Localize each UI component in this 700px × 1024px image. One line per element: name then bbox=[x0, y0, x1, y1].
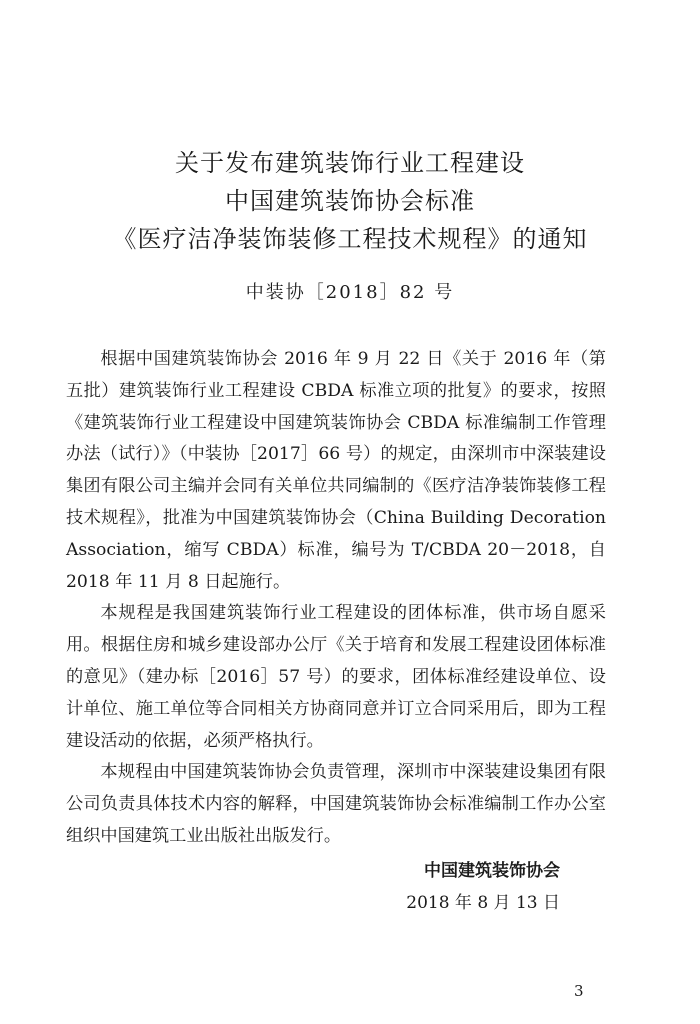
paragraph-group-standard: 本规程是我国建筑装饰行业工程建设的团体标准，供市场自愿采用。根据住房和城乡建设部办公厅《关于培育和发展工程建设团体标准的意见》（建办标［2016］57 号）的要求，团体标准经建设单位、设计单位、施工单位等合同相关方协商同意并订立合同采用后，即为工程建设活动的依据，必须严格执行。 bbox=[66, 603, 606, 751]
title-line-3: 《医疗洁净装饰装修工程技术规程》的通知 bbox=[112, 225, 588, 253]
paragraph-approval: 根据中国建筑装饰协会 2016 年 9 月 22 日《关于 2016 年（第五批）建筑装饰行业工程建设 CBDA 标准立项的批复》的要求，按照《建筑装饰行业工程建设中国建筑装饰协会 CBDA 标准编制工作管理办法（试行）》（中装协［2017］66 号）的规定，由深圳市中深装建设集团有限公司主编并会同有关单位共同编制的《医疗洁净装饰装修工程技术规程》，批准为中国建筑装饰协会（China Building Decoration Association，缩写 CBDA）标准，编号为 T/CBDA 20－2018，自 2018 年 11 月 8 日起施行。 bbox=[66, 349, 606, 592]
page-number: 3 bbox=[574, 982, 584, 1000]
signature-block bbox=[0, 855, 560, 919]
document-number: 中装协［2018］82 号 bbox=[245, 282, 455, 303]
title-line-1: 关于发布建筑装饰行业工程建设 bbox=[175, 149, 525, 177]
title-line-2: 中国建筑装饰协会标准 bbox=[225, 187, 475, 215]
issue-date: 2018 年 8 月 13 日 bbox=[406, 893, 560, 913]
issuing-organization: 中国建筑装饰协会 bbox=[424, 861, 560, 881]
notice-title bbox=[0, 144, 700, 258]
notice-body bbox=[66, 344, 606, 853]
paragraph-management: 本规程由中国建筑装饰协会负责管理，深圳市中深装建设集团有限公司负责具体技术内容的解释，中国建筑装饰协会标准编制工作办公室组织中国建筑工业出版社出版发行。 bbox=[66, 762, 606, 846]
